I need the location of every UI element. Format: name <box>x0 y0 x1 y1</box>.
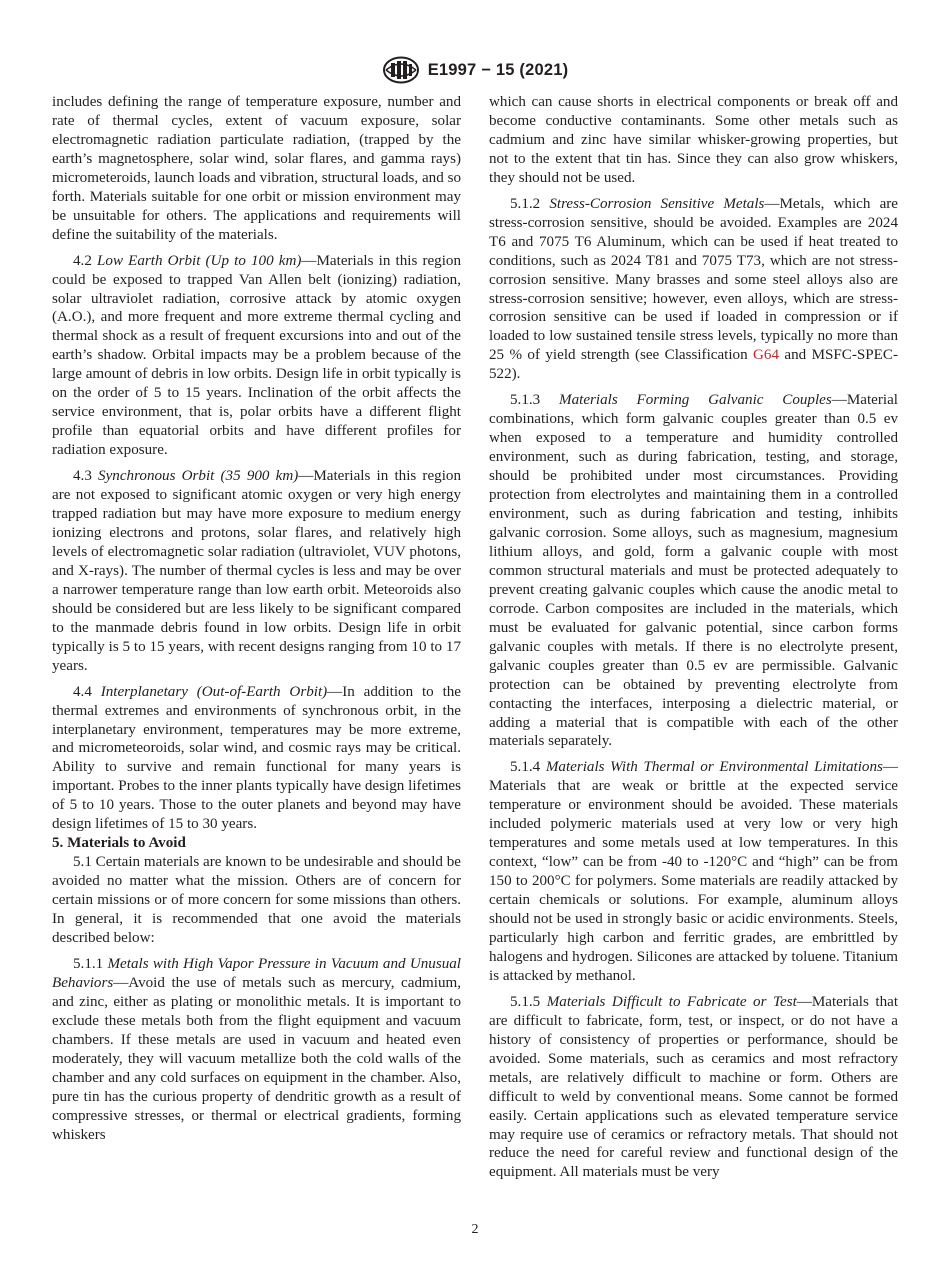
section-4-3: 4.3 Synchronous Orbit (35 900 km)—Materials in this region are not exposed to significant atomic oxygen or very high energy trapped radiation but may have more exposure to medium energy ionizing electrons and protons, solar flares, and relatively high levels of electromagnetic solar radiation (ultraviolet, VUV photons, and X-rays). The number of thermal cycles is less and may be over a narrower temperature range than low earth orbit. Meteoroids also should be considered but are less likely to be significant compared to the manmade debris found in low orbits. Design life in orbit typically is 5 to 15 years, with recent designs ranging from 10 to 17 years. <box>52 468 461 674</box>
section-5-1-1: 5.1.1 Metals with High Vapor Pressure in Vacuum and Unusual Behaviors—Avoid the use of metals such as mercury, cadmium, and zinc, either as plating or monolithic metals. It is important to exclude these metals both from the flight equipment and vacuum chambers. If these metals are used in vacuum and heated even moderately, they will vacuum metallize both the cold walls of the chamber and any cold surfaces on equipment in the chamber. Also, pure tin has the curious property of dendritic growth as a result of compressive stresses, or thermal or electrical gradients, forming whiskers <box>52 955 461 1143</box>
section-5-1: 5.1 Certain materials are known to be undesirable and should be avoided no matter what the mission. Others are of concern for certain missions or of more concern for some missions than others. In general, it is recommended that one avoid the materials described below: <box>52 854 461 946</box>
astm-logo-icon <box>382 56 420 84</box>
section-5-1-2: 5.1.2 Stress-Corrosion Sensitive Metals—Metals, which are stress-corrosion sensitive, should be avoided. Examples are 2024 T6 and 7075 T6 Aluminum, which can be used if heat treated to conditions, such as 2024 T81 and 7075 T73, which are not stress-corrosion sensitive. Many brasses and some steel alloys also are stress-corrosion sensitive; however, even alloys, which are stress-corrosion sensitive can be used if loaded in compression or if loaded to low sustained tensile stress levels, typically no more than 25 % of yield strength (see Classification G64 and MSFC-SPEC-522). <box>489 195 898 383</box>
document-designation: E1997 − 15 (2021) <box>427 60 569 79</box>
left-column <box>52 93 461 1144</box>
page-header <box>0 56 950 84</box>
paragraph-continued: which can cause shorts in electrical components or break off and become conductive contaminants. Some other metals such as cadmium and zinc have similar whisker-growing properties, but not to the extent that tin has. Since they can also grow whiskers, they should not be used. <box>489 94 898 186</box>
section-4-4: 4.4 Interplanetary (Out-of-Earth Orbit)—In addition to the thermal extremes and environments of synchronous orbit, in the interplanetary environment, temperatures may be more extreme, and micrometeoroids, solar wind, and cosmic rays may be critical. Ability to survive and remain functional for many years is important. Probes to the inner plants typically have design lifetimes of 5 to 10 years. Those to the outer planets and beyond may have design lifetimes of 15 to 30 years. <box>52 683 462 833</box>
paragraph-continued: includes defining the range of temperature exposure, number and rate of thermal cycles, extent of vacuum exposure, solar electromagnetic radiation particulate radiation, (trapped by the earth’s magnetosphere, solar wind, solar flares, and gamma rays) micrometeroids, launch loads and vibration, structural loads, and so forth. Materials suitable for one orbit or mission environment may be unsuitable for others. The applications and requirements will define the suitability of the materials. <box>52 94 461 243</box>
section-5-heading: 5. Materials to Avoid <box>52 835 186 852</box>
right-column <box>489 93 898 1182</box>
section-5-1-5: 5.1.5 Materials Difficult to Fabricate or Test—Materials that are difficult to fabricate, form, test, or inspect, or do not have a history of consistency of properties or performance, should be avoided. Some materials, such as ceramics and most refractory metals, are relatively difficult to machine or form. Others are difficult to weld by conventional means. Some cannot be formed easily. Certain applications such as elevated temperature service may require use of ceramics or refractory metals. That should not reduce the need for careful review and functional design of the equipment. All materials must be very <box>489 993 899 1181</box>
g64-reference-link[interactable]: G64 <box>753 347 780 364</box>
section-4-2: 4.2 Low Earth Orbit (Up to 100 km)—Materials in this region could be exposed to trapped Van Allen belt (ionizing) radiation, solar ultraviolet radiation, corrosive attack by atomic oxygen (A.O.), and more frequent and more extreme thermal cycling and thermal shock as a result of frequent excursions into and out of the earth’s shadow. Orbital impacts may be a problem because of the large amount of debris in low orbits. Design life in orbit typically is on the order of 5 to 15 years. Inclination of the orbit affects the service environment, that is, polar orbits have a different flight profile than equatorial orbits and have different profiles for radiation exposure. <box>52 252 462 459</box>
page-number: 2 <box>471 1222 479 1237</box>
section-5-1-4: 5.1.4 Materials With Thermal or Environmental Limitations—Materials that are weak or brittle at the expected service temperature or environment should be avoided. These materials included polymeric materials used at very low or very high temperatures and some metals used at low temperatures. In this context, “low” can be from -40 to -120°C and “high” can be from 150 to 200°C for polymers. Some materials are readily attacked by certain chemicals or solutions. For example, aluminum alloys should not be used in strongly basic or acidic environments. Steels, particularly high carbon and ferritic grades, are embrittled by halogens and hydrogen. Silicones are attacked by toluene. Titanium is attacked by methanol. <box>489 759 898 984</box>
section-5-1-3: 5.1.3 Materials Forming Galvanic Couples—Material combinations, which form galvanic couples greater than 0.5 ev when exposed to a temperature and humidity controlled environment, such as during fabrication, testing, and storage, should be prohibited under most circumstances. Providing protection from electrolytes and maintaining them in a controlled environment, such as during fabrication and testing, inhibits galvanic corrosion. Some alloys, such as magnesium, magnesium lithium alloys, and gold, form a galvanic couple with most common structural materials and must be protected adequately to prevent creating galvanic couples which cause the anodic metal to corrode. Carbon composites are included in the materials, which must be evaluated for galvanic potential, since carbon forms galvanic couples with metals. If there is no electrolyte present, galvanic couples greater than 0.5 ev are permissible. Galvanic protection can be obtained by preventing electrolyte from contacting the interfaces, interposing a dielectric material, or adding a material that is compatible with each of the other materials separately. <box>489 392 898 750</box>
